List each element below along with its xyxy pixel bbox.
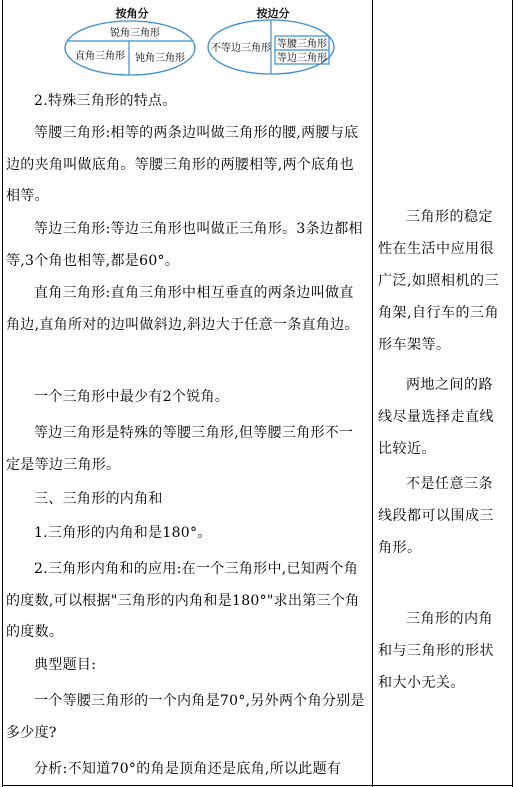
obtuse-triangle-label: 钝角三角形 bbox=[135, 53, 185, 64]
example-question: 一个等腰三角形的一个内角是70°,另外两个角分别是多少度? bbox=[6, 693, 365, 741]
section-heading-angle-sum: 三、三角形的内角和 bbox=[34, 491, 163, 507]
isosceles-definition: 等腰三角形:相等的两条边叫做三角形的腰,两腰与底边的夹角叫做底角。等腰三角形的两腰相等,两个底角也相等。 bbox=[6, 125, 359, 204]
angle-diagram-title: 按角分 bbox=[115, 7, 149, 20]
angle-sum-fact: 1.三角形的内角和是180°。 bbox=[34, 525, 212, 541]
side-diagram-title: 按边分 bbox=[256, 7, 290, 20]
equilateral-triangle-label: 等边三角形 bbox=[277, 53, 327, 64]
side-classification-diagram bbox=[205, 0, 345, 80]
note-angle-sum-invariance: 三角形的内角和与三角形的形状和大小无关。 bbox=[378, 611, 494, 691]
right-triangle-label: 直角三角形 bbox=[75, 51, 125, 62]
acute-triangle-label: 锐角三角形 bbox=[110, 28, 160, 39]
angle-classification-diagram bbox=[62, 0, 202, 80]
isosceles-triangle-label: 等腰三角形 bbox=[277, 39, 327, 50]
example-heading: 典型题目: bbox=[34, 657, 97, 673]
equilateral-definition: 等边三角形:等边三角形也叫做正三角形。3条边都相等,3个角也相等,都是60°。 bbox=[6, 221, 363, 269]
section-heading-special-triangles: 2.特殊三角形的特点。 bbox=[34, 93, 177, 109]
acute-angle-fact: 一个三角形中最少有2个锐角。 bbox=[34, 389, 230, 405]
note-three-segments: 不是任意三条线段都可以围成三角形。 bbox=[378, 476, 494, 556]
angle-sum-application: 2.三角形内角和的应用:在一个三角形中,已知两个角的度数,可以根据"三角形的内角和是180°"求出第三个角的度数。 bbox=[6, 561, 360, 640]
column-divider bbox=[372, 0, 373, 787]
note-triangle-stability: 三角形的稳定性在生活中应用很广泛,如照相机的三角架,自行车的三角形车架等。 bbox=[378, 209, 499, 353]
equilateral-isosceles-relation: 等边三角形是特殊的等腰三角形,但等腰三角形不一定是等边三角形。 bbox=[6, 425, 354, 473]
scalene-triangle-label: 不等边三角形 bbox=[211, 43, 271, 54]
example-analysis: 分析:不知道70°的角是顶角还是底角,所以此题有 bbox=[34, 761, 342, 777]
right-triangle-definition: 直角三角形:直角三角形中相互垂直的两条边叫做直角边,直角所对的边叫做斜边,斜边大于任意一条直角边。 bbox=[6, 285, 359, 333]
note-straight-line-route: 两地之间的路线尽量选择走直线比较近。 bbox=[378, 377, 494, 457]
